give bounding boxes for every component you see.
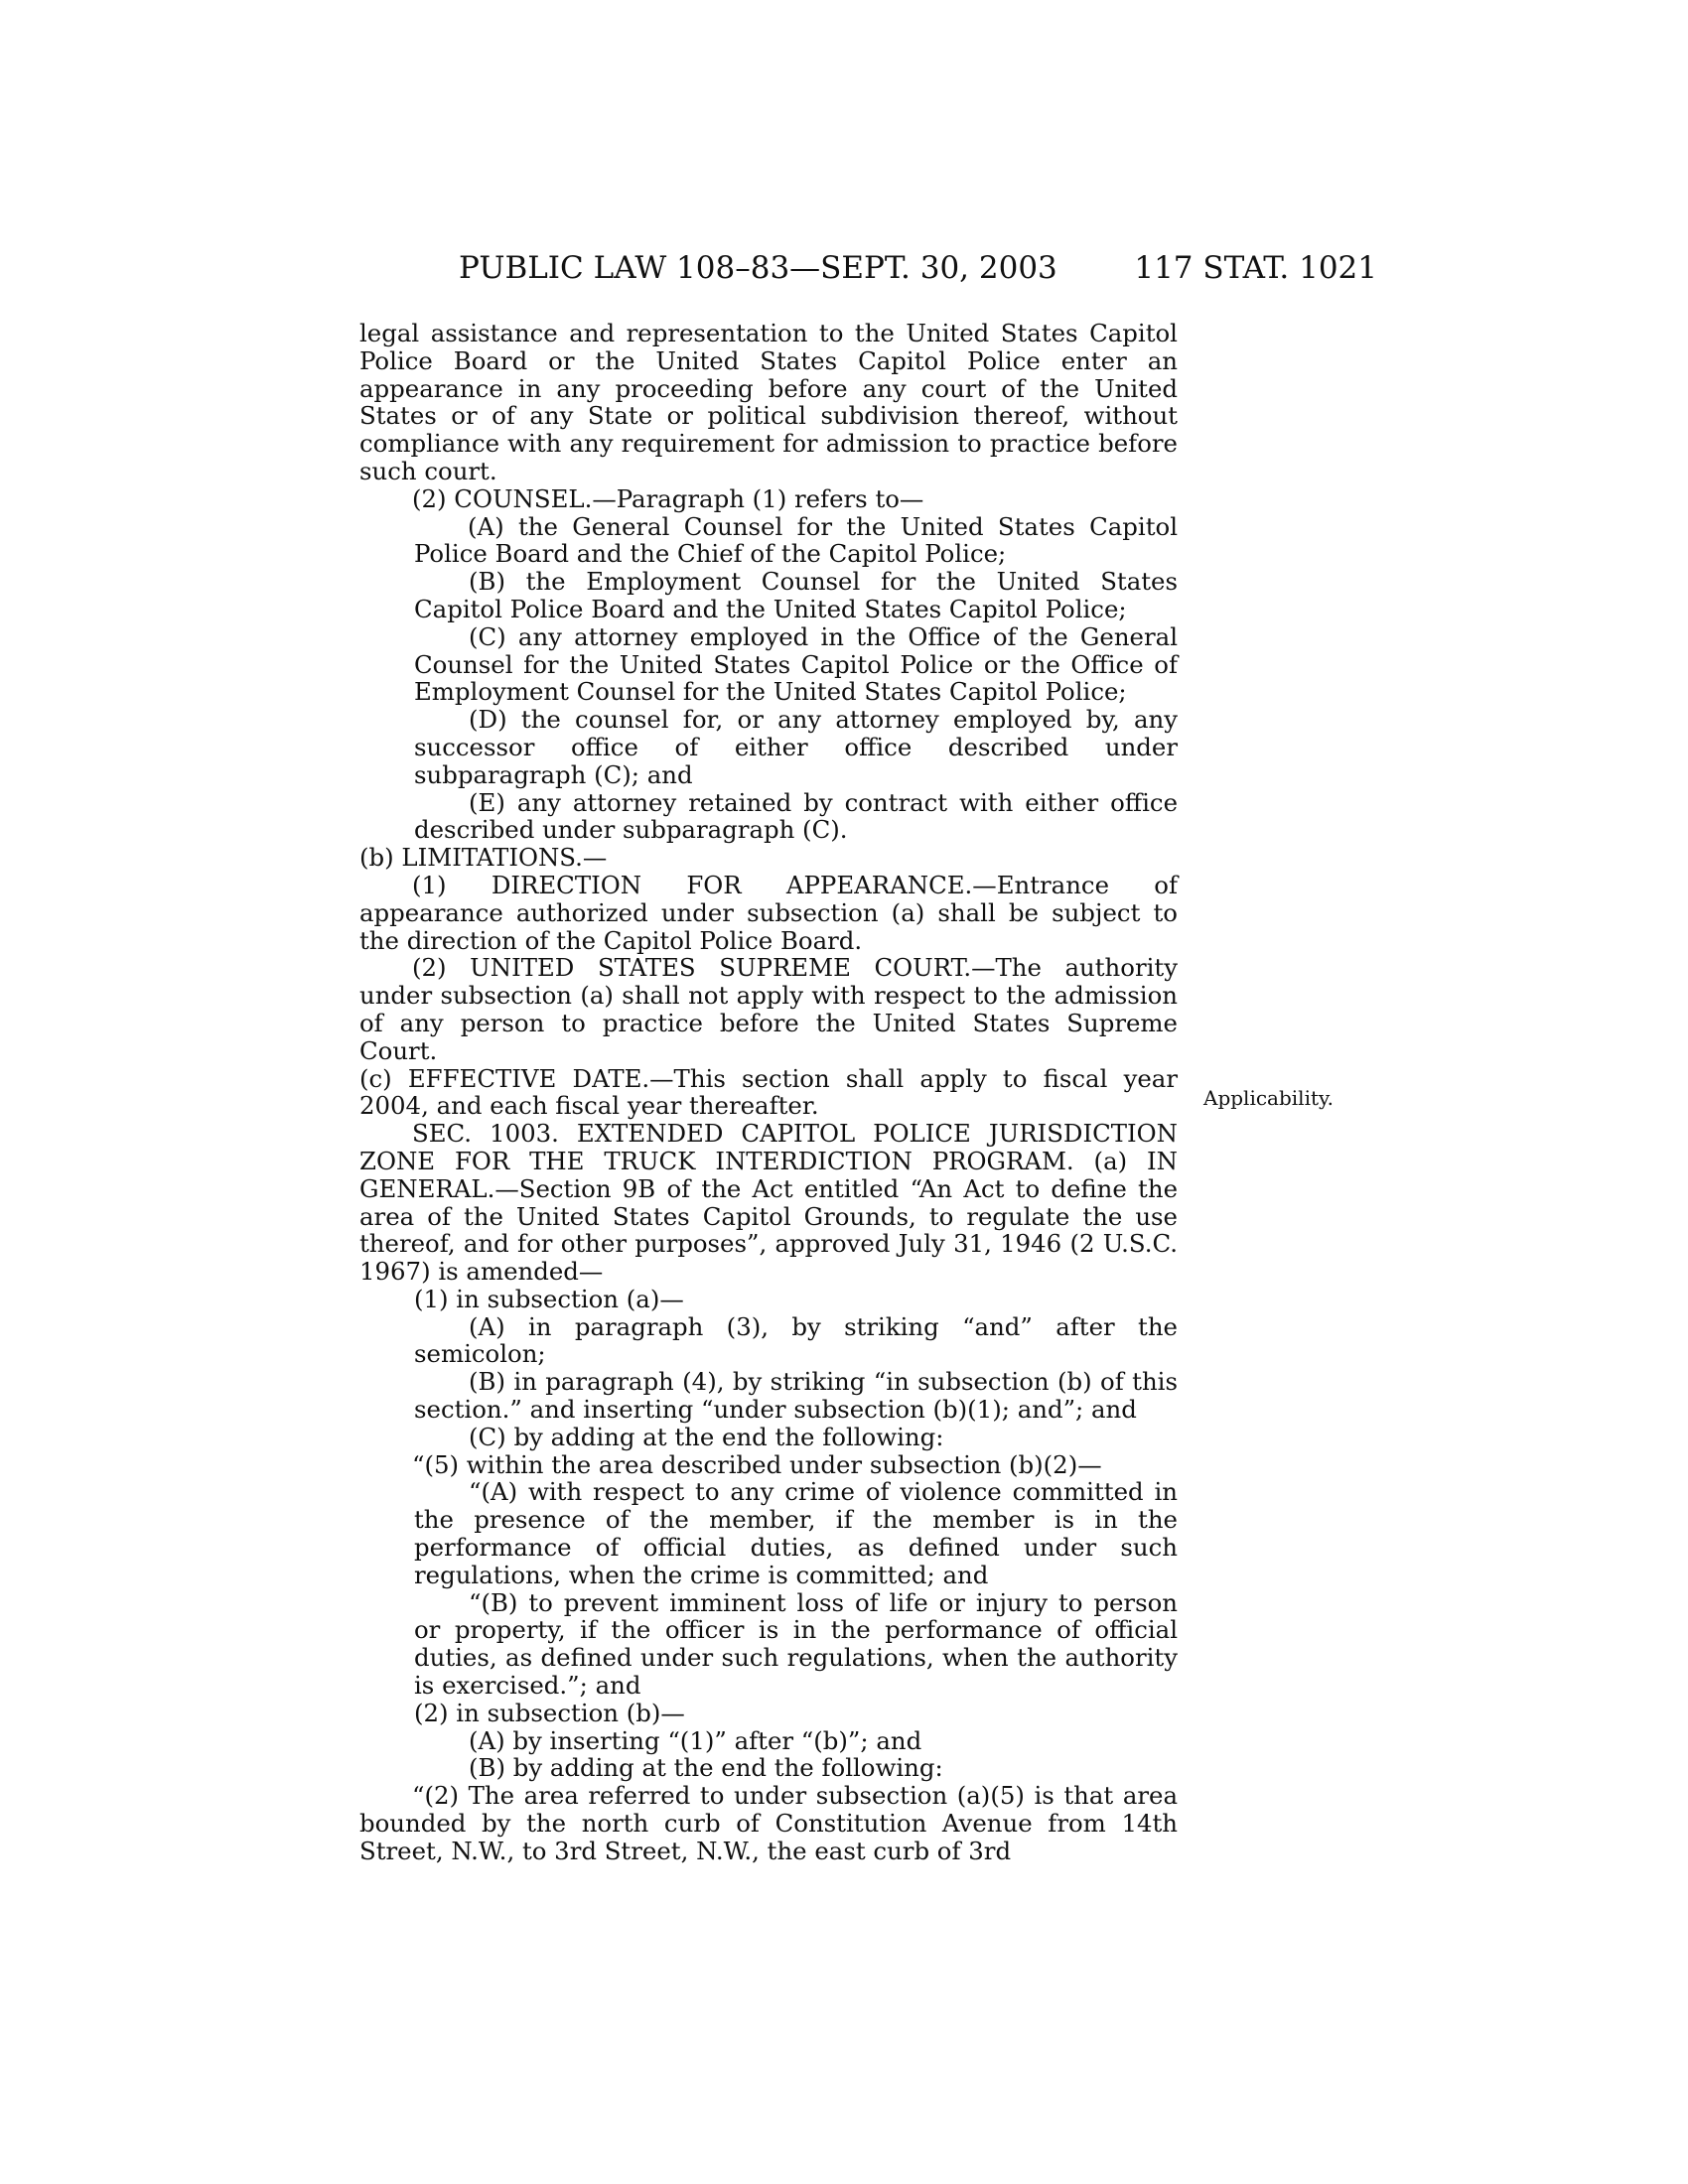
paragraph-limitations: (b) LIMITATIONS.— <box>359 843 608 873</box>
paragraph-continuation: legal assistance and representation to the United States Capitol Police Board or the United States Capitol Police enter an appearance in any proceeding before any court of the United States or of any State or political subdivision thereof, without compliance with any requirement for admission to practice before such court. <box>359 319 1178 485</box>
paragraph-subsection-b-a: (A) by inserting “(1)” after “(b)”; and <box>469 1725 922 1755</box>
paragraph-direction-for-appearance: (1) DIRECTION FOR APPEARANCE.—Entrance of appearance authorized under subsection (a) shall be subject to the direction of the Capitol Police Board. <box>359 870 1178 955</box>
margin-note-applicability: Applicability. <box>1203 1086 1334 1110</box>
paragraph-subsection-a-c: (C) by adding at the end the following: <box>469 1422 944 1451</box>
paragraph-quoted-5-b: “(B) to prevent imminent loss of life or injury to person or property, if the officer is in the performance of official duties, as defined under such regulations, when the authority is exercised.”; and <box>414 1587 1178 1701</box>
header-stat-page: 117 STAT. 1021 <box>1134 250 1377 286</box>
paragraph-quoted-5: “(5) within the area described under subsection (b)(2)— <box>412 1449 1102 1479</box>
paragraph-quoted-2: “(2) The area referred to under subsection (a)(5) is that area bounded by the north curb of Constitution Avenue from 14th Street, N.W., to 3rd Street, N.W., the east curb of 3rd <box>359 1781 1178 1865</box>
paragraph-sec-1003: SEC. 1003. EXTENDED CAPITOL POLICE JURISDICTION ZONE FOR THE TRUCK INTERDICTION PROGRAM. (a) IN GENERAL.—Section 9B of the Act entitled “An Act to define the area of the United States Capitol Grounds, to regulate the use thereof, and for other purposes”, approved July 31, 1946 (2 U.S.C. 1967) is amended— <box>359 1119 1178 1287</box>
paragraph-quoted-5-a: “(A) with respect to any crime of violence committed in the presence of the member, if the member is in the performance of official duties, as defined under such regulations, when the crime is committed; and <box>414 1477 1178 1589</box>
document-body <box>359 320 1178 1865</box>
paragraph-counsel-c: (C) any attorney employed in the Office of the General Counsel for the United States Capitol Police or the Office of Employment Counsel for the United States Capitol Police; <box>414 621 1178 707</box>
paragraph-subsection-b: (2) in subsection (b)— <box>414 1698 685 1727</box>
header-title: PUBLIC LAW 108–83—SEPT. 30, 2003 <box>459 250 1057 286</box>
paragraph-supreme-court: (2) UNITED STATES SUPREME COURT.—The authority under subsection (a) shall not apply with respect to the admission of any person to practice before the United States Supreme Court. <box>359 953 1178 1065</box>
paragraph-subsection-a-a: (A) in paragraph (3), by striking “and” after the semicolon; <box>414 1311 1178 1369</box>
paragraph-counsel-b: (B) the Employment Counsel for the United States Capitol Police Board and the United States Capitol Police; <box>414 567 1178 623</box>
paragraph-effective-date: (c) EFFECTIVE DATE.—This section shall apply to fiscal year 2004, and each fiscal year thereafter. <box>359 1063 1178 1121</box>
paragraph-subsection-b-b: (B) by adding at the end the following: <box>469 1753 943 1783</box>
paragraph-counsel-d: (D) the counsel for, or any attorney employed by, any successor office of either office described under subparagraph (C); and <box>414 705 1178 789</box>
paragraph-subsection-a: (1) in subsection (a)— <box>414 1284 684 1313</box>
running-header <box>459 250 1377 294</box>
paragraph-counsel: (2) COUNSEL.—Paragraph (1) refers to— <box>412 483 924 513</box>
paragraph-subsection-a-b: (B) in paragraph (4), by striking “in subsection (b) of this section.” and inserting “under subsection (b)(1); and”; and <box>414 1367 1178 1425</box>
paragraph-counsel-a: (A) the General Counsel for the United States Capitol Police Board and the Chief of the Capitol Police; <box>414 511 1178 569</box>
paragraph-counsel-e: (E) any attorney retained by contract with either office described under subparagraph (C). <box>414 787 1178 845</box>
